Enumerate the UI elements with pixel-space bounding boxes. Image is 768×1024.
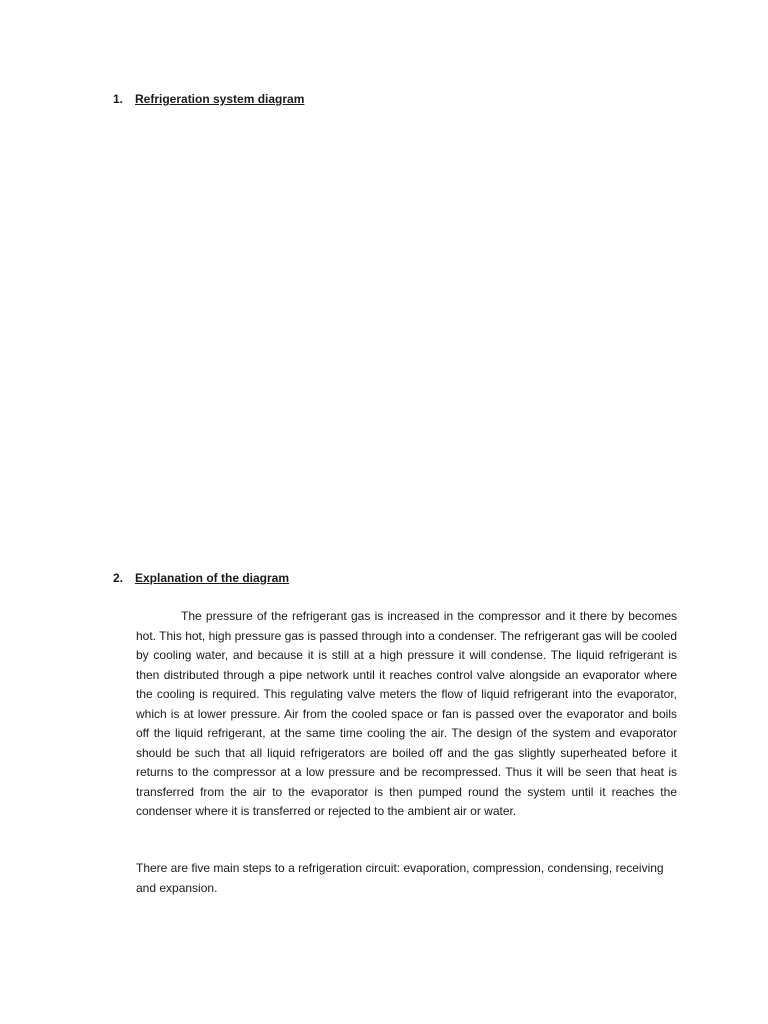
section-1-title: Refrigeration system diagram [135, 92, 305, 106]
section-1-heading [113, 91, 304, 107]
section-2-number: 2. [113, 571, 124, 585]
section-1-number: 1. [113, 92, 124, 106]
diagram-placeholder [136, 115, 679, 555]
steps-paragraph: There are five main steps to a refrigeration circuit: evaporation, compression, condensing, receiving and expansion. [136, 861, 664, 895]
explanation-paragraph: The pressure of the refrigerant gas is increased in the compressor and it there by becomes hot. This hot, high pressure gas is passed through into a condenser. The refrigerant gas will be cooled by cooling water, and because it is still at a high pressure it will condense. The liquid refrigerant is then distributed through a pipe network until it reaches control valve alongside an evaporator where the cooling is required. This regulating valve meters the flow of liquid refrigerant into the evaporator, which is at lower pressure. Air from the cooled space or fan is passed over the evaporator and boils off the liquid refrigerant, at the same time cooling the air. The design of the system and evaporator should be such that all liquid refrigerators are boiled off and the gas slightly superheated before it returns to the compressor at a low pressure and be recompressed. Thus it will be seen that heat is transferred from the air to the evaporator is then pumped round the system until it reaches the condenser where it is transferred or rejected to the ambient air or water. [136, 609, 677, 818]
section-2-title: Explanation of the diagram [135, 571, 290, 585]
section-2-heading [113, 570, 289, 586]
